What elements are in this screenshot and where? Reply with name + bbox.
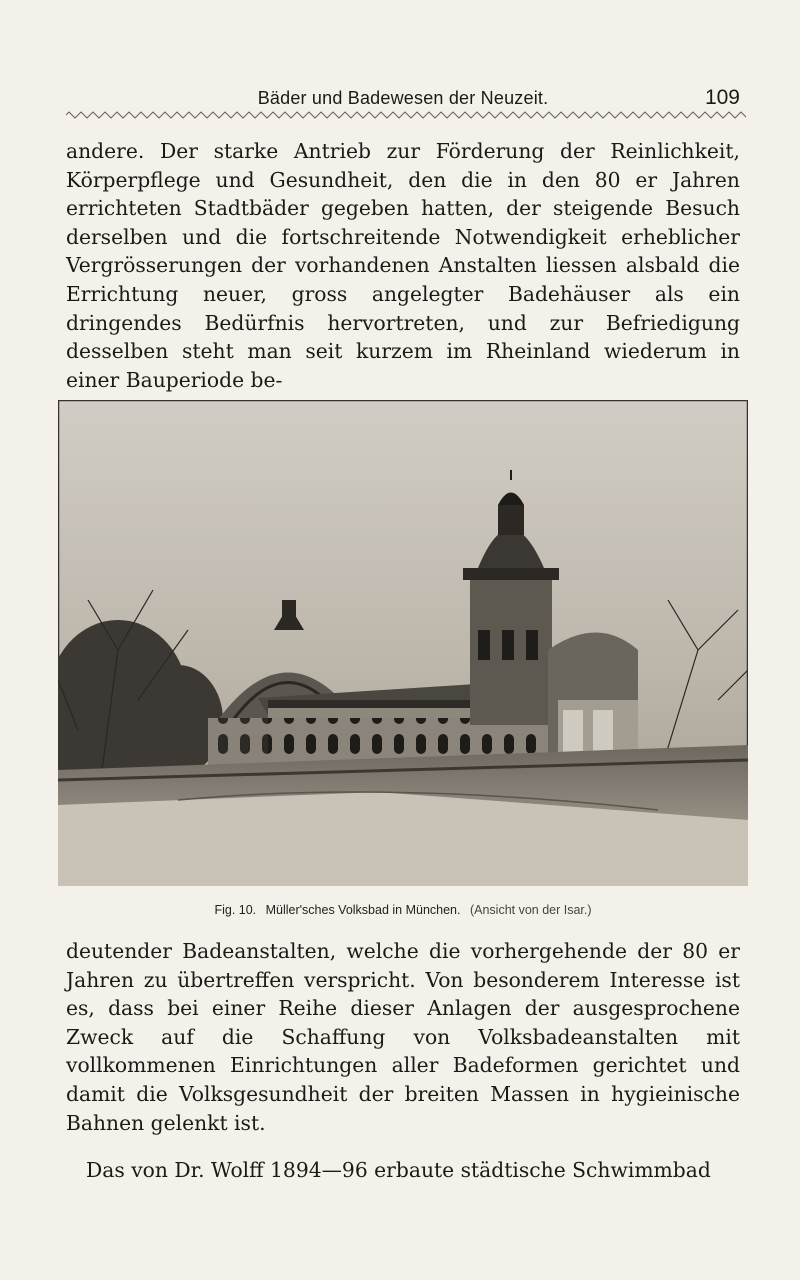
paragraph-1: andere. Der starke Antrieb zur Förderung der Reinlichkeit, Körperpflege und Gesundheit, den die in den 80 er Jahren errichteten Stadtbäder gegeben hatten, der steigende Besuch derselben und die fortschreitende Notwendigkeit erheblicher Vergrösserungen der vorhandenen Anstalten liessen alsbald die Errichtung neuer, gross angelegter Badehäuser als ein dringendes Bedürfnis hervortreten, und zur Befriedigung desselben steht man seit kurzem im Rheinland wiederum in einer Bauperiode be-	[66, 139, 740, 392]
figure-subtitle: (Ansicht von der Isar.)	[469, 903, 592, 917]
figure-caption	[66, 903, 740, 917]
wave-ornament-rule	[66, 110, 746, 120]
paragraph-3: Das von Dr. Wolff 1894—96 erbaute städtische Schwimmbad	[86, 1158, 711, 1182]
running-title: Bäder und Badewesen der Neuzeit.	[257, 88, 549, 108]
page-number: 109	[704, 86, 740, 109]
figure-label: Fig. 10.	[214, 903, 257, 917]
building-photograph	[58, 400, 748, 886]
figure-title: Müller'sches Volksbad in München.	[265, 903, 461, 917]
paragraph-2: deutender Badeanstalten, welche die vorhergehende der 80 er Jahren zu übertreffen verspricht. Von besonderem Interesse ist es, dass bei einer Reihe dieser Anlagen der ausgesprochene Zweck auf die Schaffung von Volksbadeanstalten mit vollkommenen Einrichtungen aller Badeformen gerichtet und damit die Volksgesundheit der breiten Massen in hygieinische Bahnen gelenkt ist.	[66, 939, 740, 1135]
